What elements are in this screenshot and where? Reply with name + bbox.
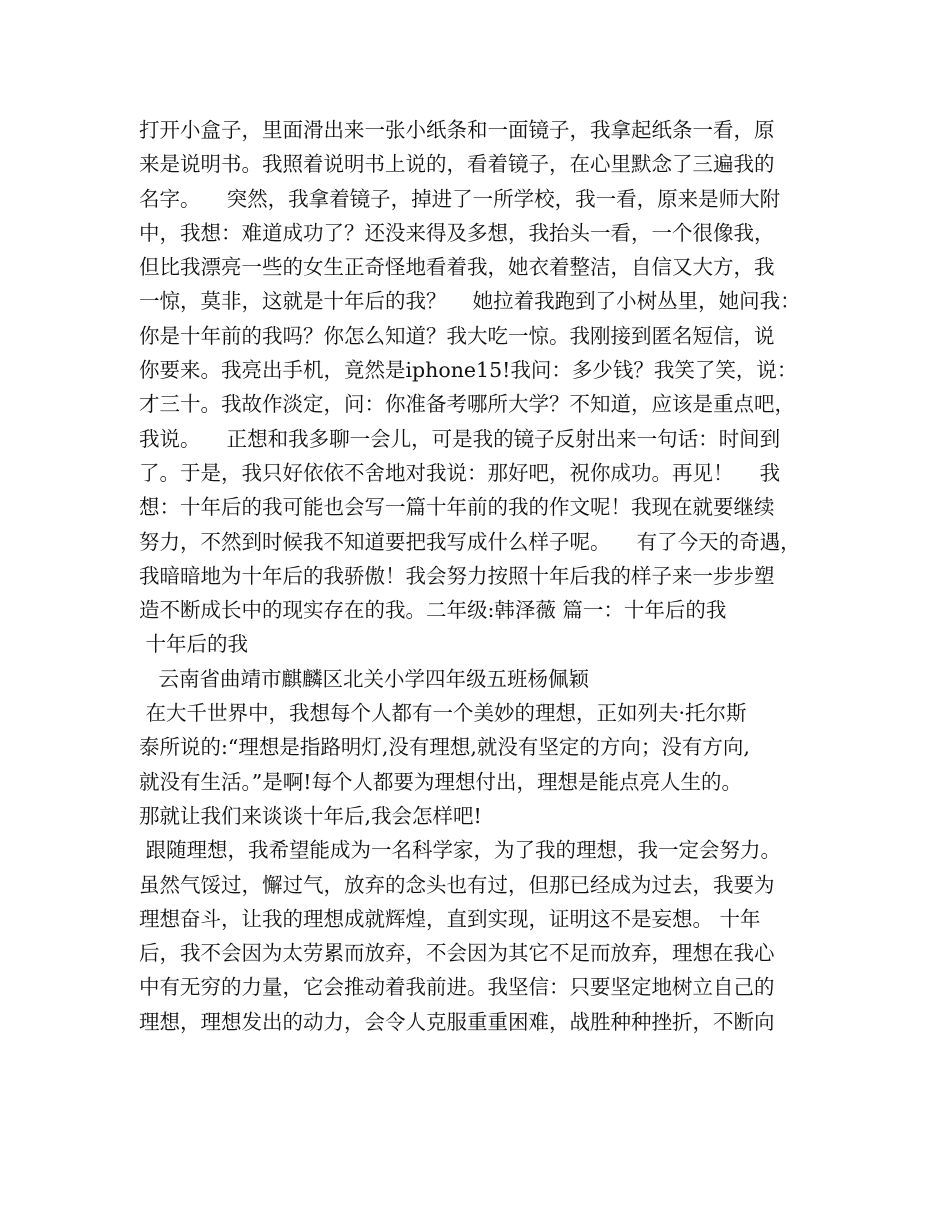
text-line: 虽然气馁过，懈过气，放弃的念头也有过，但那已经成为过去，我要为: [139, 872, 775, 897]
text-line: 想：十年后的我可能也会写一篇十年前的我的作文呢！我现在就要继续: [139, 495, 775, 520]
text-line: 努力，不然到时候我不知道要把我写成什么样子呢。 有了今天的奇遇，: [139, 529, 801, 554]
text-line: 你要来。我亮出手机，竟然是iphone15!我问：多少钱？我笑了笑，说：: [139, 358, 798, 383]
text-line: 就没有生活。”是啊!每个人都要为理想付出，理想是能点亮人生的。: [139, 769, 742, 794]
essay-text-block: [139, 113, 829, 1039]
text-line: 我说。 正想和我多聊一会儿，可是我的镜子反射出来一句话：时间到: [139, 426, 781, 451]
text-line: 才三十。我故作淡定，问：你准备考哪所大学？不知道，应该是重点吧，: [139, 392, 795, 417]
text-line: 了。于是，我只好依依不舍地对我说：那好吧，祝你成功。再见！ 我: [139, 460, 781, 485]
text-line: 但比我漂亮一些的女生正奇怪地看着我，她衣着整洁，自信又大方，我: [139, 255, 775, 280]
text-line: 泰所说的:“理想是指路明灯,没有理想,就没有坚定的方向；没有方向,: [139, 735, 750, 760]
text-line: 中，我想：难道成功了？还没来得及多想，我抬头一看，一个很像我，: [139, 220, 775, 245]
text-line: 我暗暗地为十年后的我骄傲！我会努力按照十年后我的样子来一步步塑: [139, 563, 775, 588]
text-line: 名字。 突然，我拿着镜子，掉进了一所学校，我一看，原来是师大附: [139, 186, 781, 211]
text-line: 理想，理想发出的动力，会令人克服重重困难，战胜种种挫折，不断向: [139, 1009, 775, 1034]
text-line: 一惊，莫非，这就是十年后的我？ 她拉着我跑到了小树丛里，她问我：: [139, 289, 801, 314]
text-line: 后，我不会因为太劳累而放弃，不会因为其它不足而放弃，理想在我心: [139, 941, 775, 966]
text-line: 那就让我们来谈谈十年后,我会怎样吧!: [139, 803, 482, 828]
text-line: 中有无穷的力量，它会推动着我前进。我坚信：只要坚定地树立自己的: [139, 975, 775, 1000]
author-line: 云南省曲靖市麒麟区北关小学四年级五班杨佩颖: [139, 666, 590, 691]
text-line: 造不断成长中的现实存在的我。二年级:韩泽薇 篇一：十年后的我: [139, 598, 727, 623]
text-line: 你是十年前的我吗？你怎么知道？我大吃一惊。我刚接到匿名短信，说: [139, 323, 775, 348]
section-title: 十年后的我: [139, 632, 249, 657]
text-line: 跟随理想，我希望能成为一名科学家，为了我的理想，我一定会努力。: [139, 838, 782, 863]
text-line: 打开小盒子，里面滑出来一张小纸条和一面镜子，我拿起纸条一看，原: [139, 118, 775, 142]
text-line: 在大千世界中，我想每个人都有一个美妙的理想，正如列夫·托尔斯: [139, 701, 747, 726]
text-line: 来是说明书。我照着说明书上说的，看着镜子，在心里默念了三遍我的: [139, 152, 775, 177]
text-line: 理想奋斗，让我的理想成就辉煌，直到实现，证明这不是妄想。 十年: [139, 906, 761, 931]
